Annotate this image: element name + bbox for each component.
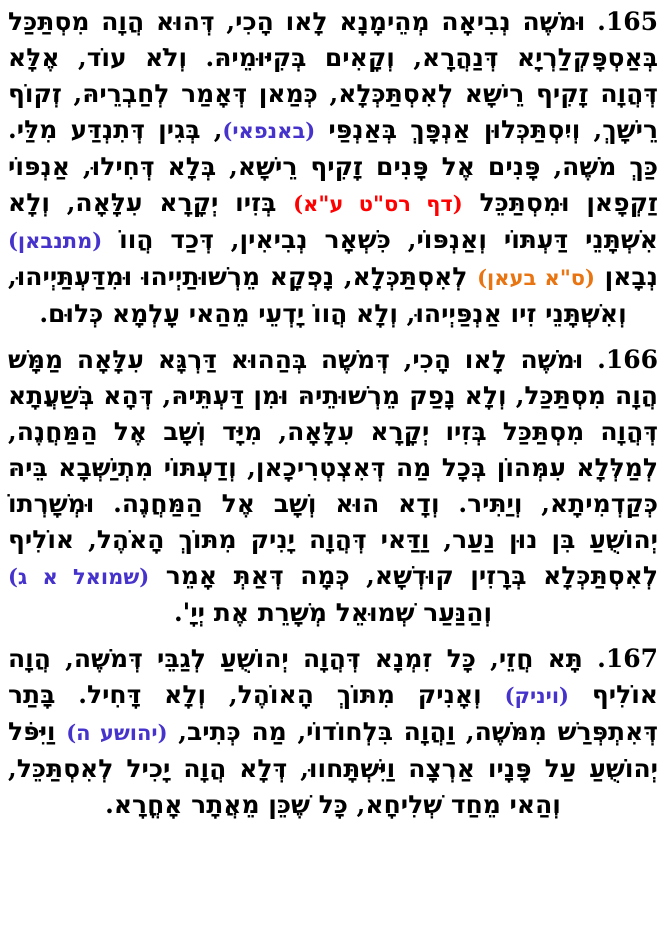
inline-reference-mitnaban: (מתנבאן) <box>8 228 103 253</box>
inline-reference-joshua-5: (יהושע ה) <box>66 720 168 745</box>
inline-reference-banfai: (באנפאי) <box>222 118 316 143</box>
paragraph-number: 167. <box>597 644 658 673</box>
zohar-paragraph-166 <box>8 342 658 631</box>
text-segment: תָּא חֲזֵי, כָּל זִמְנָא דְּהֲוָה יְהוֹשֻׁעַ לְגַבֵּי דְּמֹשֶׁה, הֲוָה אוֹלִיף <box>8 644 658 709</box>
text-segment: וּמֹשֶׁה לָאו הָכִי, דְּמֹשֶׁה בְּהַהוּא דַּרְגָּא עִלָּאָה מַמָּשׁ הֲוָה מִסְתַּכַּל, וְלָא נָפַק מֵרְשׁוּתֵיהּ וּמִן דַּעְתֵּיהּ, דְּהָא בְּשַׁעֲתָא דְּהֲוָה מִסְתַּכַּל בְּזִיו יְקָרָא עִלָּאָה, מִיָּד וְשָׁב אֶל הַמַּחֲנֶה, לְמַלְּלָא עִמְּהוֹן בְּכָל מַה דְּאִצְטְרִיכָאן, וְדַעְתּוֹי מִתְיַשְּׁבָא בֵּיהּ כְּקַדְמִיתָא, וְיַתִּיר. וְדָא הוּא וְשָׁב אֶל הַמַּחֲנֶה. וּמְשָׁרְתוֹ יְהוֹשֻׁעַ בִּן נוּן נַעַר, וַדַּאי דְּהֲוָה יָנִיק מִתּוֹךְ הָאֹהֶל, אוֹלִיף לְאִסְתַּכְּלָא בְּרָזִין קוּדְשָׁא, כְּמָה דְּאַתְּ אָמֵר <box>8 345 658 590</box>
text-segment: וּמֹשֶׁה נְבִיאָה מְהֵימָנָא לָאו הָכִי, דְּהוּא הֲוָה מִסְתַּכַּל בְּאַסְפָּקְלַרְיָא דְּנַהֲרָא, וְקָאִים בְּקִיּוּמֵיהּ. וְלֹא עוֹד, אֶלָּא דְּהֲוָה זָקִיף רֵישָׁא לְאִסְתַּכְּלָא, כְּמַאן דְּאָמַר לְחַבְרֵיהּ, זְקוֹף רֵישָׁךְ, וְיִסְתַּכְּלוּן אַנְפָּךְ בְּאַנְפַּי <box>8 7 659 144</box>
inline-reference-variant-reading: (ס"א בעאן) <box>477 265 595 290</box>
text-segment: בְּזִיו יְקָרָא עִלָּאָה, וְלָא אִשְׁתָּנֵי דַּעְתּוֹי וְאַנְפּוֹי, כִּשְׁאָר נְבִיאִין, דְּכַד הֲווֹ <box>8 188 658 254</box>
text-segment: וַיִּפֹּל יְהוֹשֻׁעַ עַל פָּנָיו אַרְצָה וַיִּשְׁתָּחווּ, דְּלָא הֲוָה יָכִיל לְאִסְתַּכֵּל, וְהַאי מֵחַד שְׁלִיחָא, כָּל שֶׁכֵּן מֵאֲתָר אָחֳרָא. <box>8 717 658 819</box>
inline-reference-daf-269a: (דף רס"ט ע"א) <box>293 191 463 216</box>
zohar-paragraph-167 <box>8 641 658 823</box>
text-segment: לְאִסְתַּכְּלָא, נָפְקָא מֵרְשׁוּתַיְיהוּ וּמִדַּעְתַּיְיהוּ, וְאִשְׁתָּנֵי זִיו אַנְפַּיְיהוּ, וְלָא הֲווֹ יָדְעֵי מֵהַאי עָלְמָא כְּלוּם. <box>8 262 627 328</box>
text-segment: נְבָאן <box>595 262 659 291</box>
inline-reference-samuel-1-3: (שמואל א ג) <box>8 564 150 589</box>
text-segment: וְהַנַּעַר שְׁמוּאֵל מְשָׁרֵת אֶת יְיָ'. <box>173 598 493 627</box>
zohar-paragraph-165 <box>8 4 658 332</box>
text-segment: , בְּגִין דְּתִנְדַּע מִלַּי. כַּךְ מֹשֶׁה, פָּנִים אֶל פָּנִים זָקִיף רֵישָׁא, בְּלָא דְּחִילוּ, אַנְפּוֹי זַקְפָאן וּמִסְתַּכֵּל <box>8 115 658 217</box>
paragraph-number: 165. <box>597 7 658 36</box>
text-segment: וְאָנִיק מִתּוֹךְ הָאוֹהֶל, וְלָא דָּחִיל. בָּתַר דְּאִתְפְּרַשׁ מִמֹּשֶׁה, וַהֲוָה בִּלְחוֹדוֹי, מַה כְּתִיב, <box>8 680 659 746</box>
paragraph-number: 166. <box>597 345 658 374</box>
inline-reference-veyanik: (ויניק) <box>504 683 569 708</box>
